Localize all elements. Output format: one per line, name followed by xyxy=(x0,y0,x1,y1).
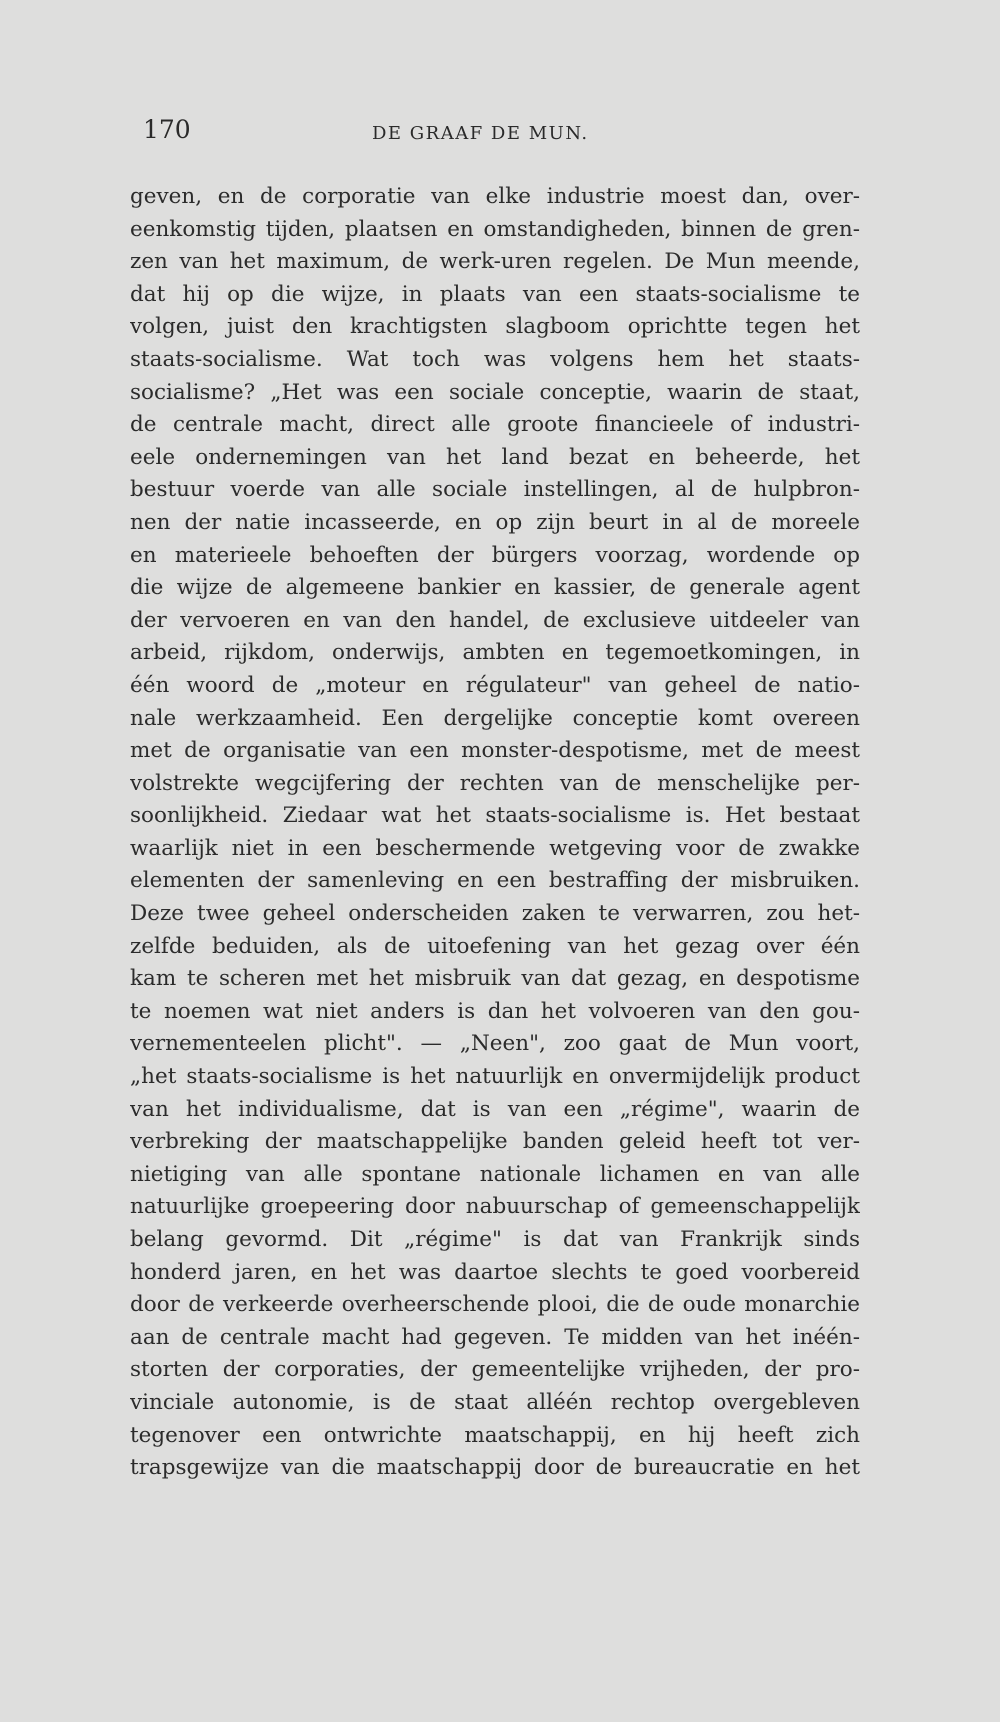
text-line: volgen, juist den krachtigsten slagboom oprichtte tegen het xyxy=(130,314,860,340)
text-line: één woord de „moteur en régulateur" van geheel de natio- xyxy=(130,672,860,698)
text-line: socialisme? „Het was een sociale conceptie, waarin de staat, xyxy=(130,379,860,405)
page-number: 170 xyxy=(143,115,191,144)
text-line: verbreking der maatschappelijke banden geleid heeft tot ver- xyxy=(130,1129,860,1155)
text-line: Deze twee geheel onderscheiden zaken te verwarren, zou het- xyxy=(130,901,860,927)
text-line: soonlijkheid. Ziedaar wat het staats-socialisme is. Het bestaat xyxy=(130,803,860,829)
text-line: natuurlijke groepeering door nabuurschap of gemeenschappelijk xyxy=(130,1194,860,1220)
text-line: storten der corporaties, der gemeentelijke vrijheden, der pro- xyxy=(130,1357,860,1383)
text-line: van het individualisme, dat is van een „régime", waarin de xyxy=(130,1096,860,1122)
text-line: dat hij op die wijze, in plaats van een staats-socialisme te xyxy=(130,281,860,307)
text-line: nale werkzaamheid. Een dergelijke conceptie komt overeen xyxy=(130,705,860,731)
running-head: DE GRAAF DE MUN. xyxy=(372,123,589,144)
text-line: geven, en de corporatie van elke industrie moest dan, over- xyxy=(130,184,860,209)
text-line: „het staats-socialisme is het natuurlijk en onvermijdelijk product xyxy=(130,1064,860,1090)
text-line: te noemen wat niet anders is dan het volvoeren van den gou- xyxy=(130,998,860,1024)
text-line: arbeid, rijkdom, onderwijs, ambten en tegemoetkomingen, in xyxy=(130,640,860,666)
text-line: die wijze de algemeene bankier en kassier, de generale agent xyxy=(130,575,860,601)
text-line: vernementeelen plicht". — „Neen", zoo gaat de Mun voort, xyxy=(130,1031,860,1057)
text-line: eele ondernemingen van het land bezat en beheerde, het xyxy=(130,444,860,470)
body-text xyxy=(130,181,860,1485)
text-line: aan de centrale macht had gegeven. Te midden van het inéén- xyxy=(130,1324,860,1350)
text-line: volstrekte wegcijfering der rechten van de menschelijke per- xyxy=(130,770,860,796)
text-line: nietiging van alle spontane nationale lichamen en van alle xyxy=(130,1161,860,1187)
text-line: eenkomstig tijden, plaatsen en omstandigheden, binnen de gren- xyxy=(130,216,860,242)
text-line: nen der natie incasseerde, en op zijn beurt in al de moreele xyxy=(130,509,860,535)
text-line: tegenover een ontwrichte maatschappij, en hij heeft zich xyxy=(130,1422,860,1448)
text-line: staats-socialisme. Wat toch was volgens hem het staats- xyxy=(130,346,860,372)
text-line: belang gevormd. Dit „régime" is dat van Frankrijk sinds xyxy=(130,1227,860,1252)
text-line: kam te scheren met het misbruik van dat gezag, en despotisme xyxy=(130,966,860,992)
text-line: bestuur voerde van alle sociale instellingen, al de hulpbron- xyxy=(130,477,860,503)
text-line: vinciale autonomie, is de staat alléén rechtop overgebleven xyxy=(130,1389,860,1415)
text-line: elementen der samenleving en een bestraffing der misbruiken. xyxy=(130,868,860,894)
text-line: de centrale macht, direct alle groote financieele of industri- xyxy=(130,412,860,438)
text-line: door de verkeerde overheerschende plooi, die de oude monarchie xyxy=(130,1292,860,1318)
text-line: waarlijk niet in een beschermende wetgeving voor de zwakke xyxy=(130,835,860,861)
text-line: honderd jaren, en het was daartoe slechts te goed voorbereid xyxy=(130,1259,860,1285)
text-line: met de organisatie van een monster-despotisme, met de meest xyxy=(130,738,860,764)
text-line: zen van het maximum, de werk-uren regelen. De Mun meende, xyxy=(130,249,860,275)
text-line: zelfde beduiden, als de uitoefening van het gezag over één xyxy=(130,933,860,959)
text-line: der vervoeren en van den handel, de exclusieve uitdeeler van xyxy=(130,607,860,633)
text-line: trapsgewijze van die maatschappij door de bureaucratie en het xyxy=(130,1455,860,1481)
text-line: en materieele behoeften der bürgers voorzag, wordende op xyxy=(130,542,860,568)
page-header xyxy=(140,115,860,155)
